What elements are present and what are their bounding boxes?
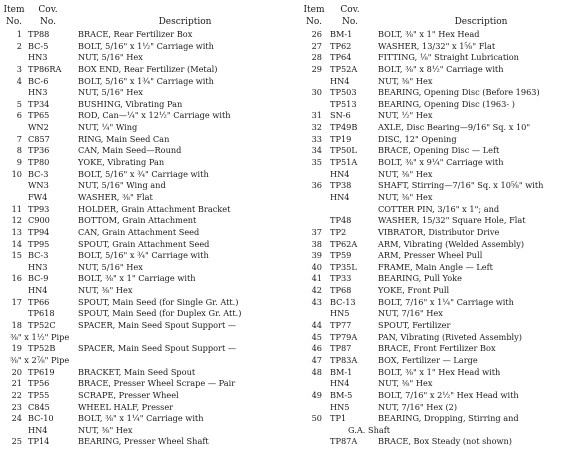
part-description: BRACE, Box Steady (not shown): [378, 436, 512, 447]
part-description: SPOUT, Main Seed (for Duplex Gr. Att.): [78, 308, 242, 319]
cov-number: C857: [28, 133, 50, 144]
cov-number: BC-3: [28, 250, 49, 261]
cov-number: TP93: [28, 203, 50, 214]
table-row: [0, 180, 292, 192]
table-row: [0, 157, 292, 169]
table-row: [300, 169, 584, 181]
part-description: ARM, Presser Wheel Pull: [378, 250, 483, 261]
table-row: [0, 343, 292, 355]
item-number: 4: [16, 75, 22, 86]
cov-number: WN3: [28, 180, 49, 191]
item-number: 32: [311, 122, 322, 133]
item-number: 19: [11, 343, 22, 354]
item-number: 46: [311, 343, 322, 354]
cov-number: TP64: [330, 52, 352, 63]
table-row: [0, 285, 292, 297]
table-row: [0, 192, 292, 204]
table-row: [0, 239, 292, 251]
table-row: [300, 262, 584, 274]
part-description: YOKE, Vibrating Pan: [78, 157, 165, 168]
part-description: FRAME, Main Angle — Left: [378, 261, 493, 272]
item-number: 12: [11, 215, 22, 226]
item-number: 5: [16, 98, 22, 109]
cov-number: TP86RA: [28, 63, 62, 74]
table-row: [300, 180, 584, 192]
part-description: BOLT, 5/16" x ¾" Carriage with: [78, 250, 209, 261]
cov-number: TP55: [28, 389, 50, 400]
table-row: [300, 332, 584, 344]
part-description: HOLDER, Grain Attachment Bracket: [78, 203, 231, 214]
item-number: 29: [311, 63, 322, 74]
part-description: PAN, Vibrating (Riveted Assembly): [378, 331, 522, 342]
item-number: 49: [311, 389, 322, 400]
part-description: BOLT, 7/16" x 1¼" Carriage with: [378, 296, 514, 307]
description-header: Description: [158, 17, 212, 27]
part-description: NUT, ⅜" Hex: [78, 424, 133, 435]
item-number: 15: [11, 250, 22, 261]
table-row: [300, 436, 584, 448]
cov-number: BM-5: [330, 389, 353, 400]
part-description: BOLT, 5/16" x 1¾" Carriage with: [78, 75, 214, 86]
table-row: [300, 29, 584, 41]
cov-number: TP619: [28, 366, 55, 377]
part-description: NUT, 7/16" Hex (2): [378, 401, 458, 412]
cov-number: TP68: [330, 285, 352, 296]
table-row: [0, 122, 292, 134]
item-number: 16: [11, 273, 22, 284]
parts-list-left: [0, 2, 292, 448]
part-description: NUT, 5/16" Hex: [78, 52, 143, 63]
table-row: [300, 134, 584, 146]
table-row: [0, 227, 292, 239]
cov-number: TP95: [28, 238, 50, 249]
item-number: 48: [311, 366, 322, 377]
table-row: [0, 390, 292, 402]
cov-number: BC-9: [28, 273, 49, 284]
item-number: 2: [16, 40, 22, 51]
part-description: ⅜" x 1½" Pipe: [10, 331, 70, 342]
part-description: BUSHING, Vibrating Pan: [78, 98, 183, 109]
table-header: [300, 2, 584, 29]
part-description: BOLT, ⅜" x 1" Hex Head: [378, 29, 480, 39]
part-description: G.A. Shaft: [348, 424, 391, 435]
item-number: 24: [11, 413, 22, 424]
description-header: Description: [454, 17, 508, 27]
part-description: BOLT, ⅜" x 1" Carriage with: [78, 273, 196, 284]
table-row: [300, 308, 584, 320]
item-number: 50: [311, 413, 322, 424]
part-description: SPOUT, Grain Attachment Seed: [78, 238, 210, 249]
item-number: 45: [311, 331, 322, 342]
table-row: [0, 215, 292, 227]
item-number: 14: [11, 238, 22, 249]
table-row: [0, 320, 292, 332]
part-description: ARM, Vibrating (Welded Assembly): [378, 238, 525, 249]
table-row: [300, 52, 584, 64]
cov-number: TP503: [330, 87, 357, 98]
cov-number: BC-6: [28, 75, 49, 86]
table-row: [0, 29, 292, 41]
table-row: [300, 41, 584, 53]
table-row: [0, 87, 292, 99]
part-description: NUT, 5/16" Hex: [78, 87, 143, 98]
cov-number: C900: [28, 215, 50, 226]
part-description: BRACE, Front Fertilizer Box: [378, 343, 496, 354]
part-description: SPOUT, Main Seed (for Single Gr. Att.): [78, 296, 239, 307]
item-number: 3: [16, 63, 22, 74]
item-no-header: Item No.: [3, 5, 25, 27]
item-number: 31: [311, 110, 322, 121]
table-row: [300, 320, 584, 332]
table-row: [0, 41, 292, 53]
item-number: 30: [311, 87, 322, 98]
part-description: NUT, 5/16" Hex: [78, 261, 143, 272]
cov-number: BM-1: [330, 29, 353, 39]
part-description: BEARING, Pull Yoke: [378, 273, 462, 284]
cov-number: HN4: [330, 191, 350, 202]
table-row: [0, 250, 292, 262]
part-description: BEARING, Opening Disc (1963- ): [378, 98, 515, 109]
part-description: AXLE, Disc Bearing—9/16" Sq. x 10": [378, 122, 531, 133]
part-description: BEARING, Presser Wheel Shaft: [78, 436, 209, 447]
table-row: [300, 87, 584, 99]
table-row: [0, 297, 292, 309]
item-number: 25: [11, 436, 22, 447]
item-no-header: Item No.: [303, 5, 325, 27]
table-row: [300, 413, 584, 425]
cov-number: TP62A: [330, 238, 358, 249]
cov-number: TP87A: [330, 436, 358, 447]
table-row: [0, 402, 292, 414]
table-row: [0, 262, 292, 274]
item-number: 13: [11, 226, 22, 237]
table-row: [300, 355, 584, 367]
table-row: [0, 378, 292, 390]
table-row: [0, 355, 292, 367]
table-row: [0, 52, 292, 64]
item-number: 22: [11, 389, 22, 400]
part-description: SPACER, Main Seed Spout Support —: [78, 343, 237, 354]
cov-number: TP513: [330, 98, 357, 109]
cov-number: TP52C: [28, 320, 56, 331]
part-description: BOLT, ⅜" x 9¼" Carriage with: [378, 157, 504, 168]
cov-number: HN4: [330, 378, 350, 389]
cov-number: HN5: [330, 308, 350, 319]
table-row: [300, 76, 584, 88]
table-row: [300, 227, 584, 239]
cov-number: TP51A: [330, 157, 358, 168]
table-row: [300, 110, 584, 122]
part-description: FITTING, ⅛" Straight Lubrication: [378, 52, 519, 63]
cov-number: TP48: [330, 215, 352, 226]
item-number: 41: [311, 273, 322, 284]
item-number: 10: [11, 168, 22, 179]
item-number: 43: [311, 296, 322, 307]
cov-number: HN3: [28, 87, 48, 98]
cov-number: C845: [28, 401, 50, 412]
part-description: NUT, ⅜" Hex: [378, 191, 433, 202]
table-row: [0, 64, 292, 76]
cov-number: TP79A: [330, 331, 358, 342]
table-row: [300, 145, 584, 157]
part-description: CAN, Grain Attachment Seed: [78, 226, 200, 237]
part-description: NUT, 5/16" Wing and: [78, 180, 166, 191]
cov-number: TP49B: [330, 122, 358, 133]
table-row: [0, 332, 292, 344]
part-description: NUT, ⅜" Hex: [78, 285, 133, 296]
parts-table-body: [300, 29, 584, 448]
cov-number: TP77: [330, 320, 352, 331]
part-description: ⅜" x 2⅞" Pipe: [10, 354, 70, 365]
table-row: [300, 64, 584, 76]
item-number: 26: [311, 29, 322, 39]
cov-number: TP618: [28, 308, 55, 319]
cov-number: TP59: [330, 250, 352, 261]
table-row: [300, 192, 584, 204]
item-number: 38: [311, 238, 322, 249]
item-number: 6: [16, 110, 22, 121]
cov-number: TP35L: [330, 261, 357, 272]
cov-number: BC-3: [28, 168, 49, 179]
cov-number: TP33: [330, 273, 352, 284]
item-number: 23: [11, 401, 22, 412]
item-number: 28: [311, 52, 322, 63]
cov-number: TP52B: [28, 343, 56, 354]
table-row: [0, 204, 292, 216]
cov-number: TP83A: [330, 354, 358, 365]
part-description: VIBRATOR, Distributor Drive: [378, 226, 500, 237]
table-row: [0, 436, 292, 448]
table-row: [300, 297, 584, 309]
cov-number: HN3: [28, 52, 48, 63]
cov-number: HN5: [330, 401, 350, 412]
table-row: [0, 145, 292, 157]
part-description: NUT, ⅜" Hex: [378, 378, 433, 389]
table-header: [0, 2, 292, 29]
table-row: [300, 204, 584, 216]
table-row: [300, 157, 584, 169]
cov-number: HN4: [28, 424, 48, 435]
cov-number: TP87: [330, 343, 352, 354]
item-number: 18: [11, 320, 22, 331]
part-description: NUT, 7/16" Hex: [378, 308, 443, 319]
item-number: 34: [311, 145, 322, 156]
cov-number: TP52A: [330, 63, 358, 74]
part-description: BEARING, Opening Disc (Before 1963): [378, 87, 540, 98]
item-number: 9: [16, 157, 22, 168]
table-row: [0, 110, 292, 122]
part-description: NUT, ½" Hex: [378, 110, 433, 121]
table-row: [300, 425, 584, 437]
item-number: 35: [311, 157, 322, 168]
cov-number: BC-13: [330, 296, 356, 307]
part-description: BOX END, Rear Fertilizer (Metal): [78, 63, 218, 74]
cov-number: TP36: [28, 145, 50, 156]
part-description: NUT, ⅜" Hex: [378, 168, 433, 179]
table-row: [300, 285, 584, 297]
part-description: BOLT, ⅜" x 8½" Carriage with: [378, 63, 504, 74]
item-number: 47: [311, 354, 322, 365]
table-row: [0, 413, 292, 425]
item-number: 1: [16, 29, 22, 39]
part-description: RING, Main Seed Can: [78, 133, 170, 144]
table-row: [300, 122, 584, 134]
table-row: [0, 367, 292, 379]
item-number: 27: [311, 40, 322, 51]
item-number: 20: [11, 366, 22, 377]
part-description: COTTER PIN, 3/16" x 1"; and: [378, 203, 500, 214]
table-row: [300, 402, 584, 414]
cov-number: TP66: [28, 296, 50, 307]
part-description: SCRAPE, Presser Wheel: [78, 389, 179, 400]
part-description: BOTTOM, Grain Attachment: [78, 215, 197, 226]
part-description: BEARING, Dropping, Stirring and: [378, 413, 519, 424]
table-row: [300, 273, 584, 285]
table-row: [300, 250, 584, 262]
table-row: [0, 99, 292, 111]
cov-number: BC-10: [28, 413, 54, 424]
part-description: BOLT, 7/16" x 2½" Hex Head with: [378, 389, 519, 400]
item-number: 39: [311, 250, 322, 261]
part-description: CAN, Main Seed—Round: [78, 145, 182, 156]
cov-number: TP50L: [330, 145, 357, 156]
table-row: [0, 169, 292, 181]
item-number: 42: [311, 285, 322, 296]
part-description: BOLT, 5/16" x ¾" Carriage with: [78, 168, 209, 179]
cov-number: BM-1: [330, 366, 353, 377]
part-description: BOLT, 5/16" x 1½" Carriage with: [78, 40, 214, 51]
part-description: NUT, ⅜" Hex: [378, 75, 433, 86]
part-description: WASHER, 15/32" Square Hole, Flat: [378, 215, 526, 226]
cov-no-header: Cov. No.: [340, 5, 360, 27]
table-row: [300, 215, 584, 227]
table-row: [0, 425, 292, 437]
part-description: BRACE, Presser Wheel Scrape — Pair: [78, 378, 236, 389]
cov-number: TP1: [330, 413, 347, 424]
cov-number: SN-6: [330, 110, 351, 121]
cov-number: TP88: [28, 29, 50, 39]
cov-number: WN2: [28, 122, 49, 133]
item-number: 40: [311, 261, 322, 272]
cov-number: TP14: [28, 436, 50, 447]
part-description: NUT, ¼" Wing: [78, 122, 138, 133]
part-description: WASHER, ⅜" Flat: [78, 191, 153, 202]
cov-number: TP38: [330, 180, 352, 191]
table-row: [300, 367, 584, 379]
cov-number: TP34: [28, 98, 50, 109]
parts-table-body: [0, 29, 292, 448]
cov-number: HN4: [330, 75, 350, 86]
item-number: 33: [311, 133, 322, 144]
part-description: SPOUT, Fertilizer: [378, 320, 451, 331]
item-number: 7: [16, 133, 22, 144]
item-number: 44: [311, 320, 322, 331]
table-row: [300, 390, 584, 402]
cov-number: HN3: [28, 261, 48, 272]
part-description: YOKE, Front Pull: [378, 285, 450, 296]
table-row: [300, 239, 584, 251]
parts-list-right: [300, 2, 584, 448]
part-description: WASHER, 13/32" x 1⅝" Flat: [378, 40, 496, 51]
table-row: [0, 76, 292, 88]
part-description: BRACKET, Main Seed Spout: [78, 366, 196, 377]
table-row: [0, 273, 292, 285]
table-row: [0, 308, 292, 320]
cov-number: TP62: [330, 40, 352, 51]
item-number: 37: [311, 226, 322, 237]
table-row: [300, 378, 584, 390]
part-description: BRACE, Opening Disc — Left: [378, 145, 500, 156]
item-number: 8: [16, 145, 22, 156]
part-description: BOLT, ⅜" x 1¼" Carriage with: [78, 413, 204, 424]
part-description: BOLT, ⅜" x 1" Hex Head with: [378, 366, 501, 377]
cov-no-header: Cov. No.: [38, 5, 58, 27]
item-number: 36: [311, 180, 322, 191]
part-description: SHAFT, Stirring—7/16" Sq. x 10⅝" with: [378, 180, 544, 191]
cov-number: TP19: [330, 133, 352, 144]
part-description: SPACER, Main Seed Spout Support —: [78, 320, 237, 331]
cov-number: TP56: [28, 378, 50, 389]
table-row: [300, 343, 584, 355]
cov-number: TP80: [28, 157, 50, 168]
table-row: [300, 99, 584, 111]
cov-number: HN4: [28, 285, 48, 296]
cov-number: BC-5: [28, 40, 49, 51]
part-description: ROD, Can—¼" x 12½" Carriage with: [78, 110, 231, 121]
cov-number: TP94: [28, 226, 50, 237]
item-number: 21: [11, 378, 22, 389]
cov-number: FW4: [28, 191, 48, 202]
part-description: BOX, Fertilizer — Large: [378, 354, 478, 365]
cov-number: TP2: [330, 226, 347, 237]
part-description: DISC, 12" Opening: [378, 133, 457, 144]
part-description: WHEEL HALF, Presser: [78, 401, 174, 412]
table-row: [0, 134, 292, 146]
item-number: 11: [11, 203, 22, 214]
cov-number: TP65: [28, 110, 50, 121]
cov-number: HN4: [330, 168, 350, 179]
part-description: BRACE, Rear Fertilizer Box: [78, 29, 193, 39]
item-number: 17: [11, 296, 22, 307]
